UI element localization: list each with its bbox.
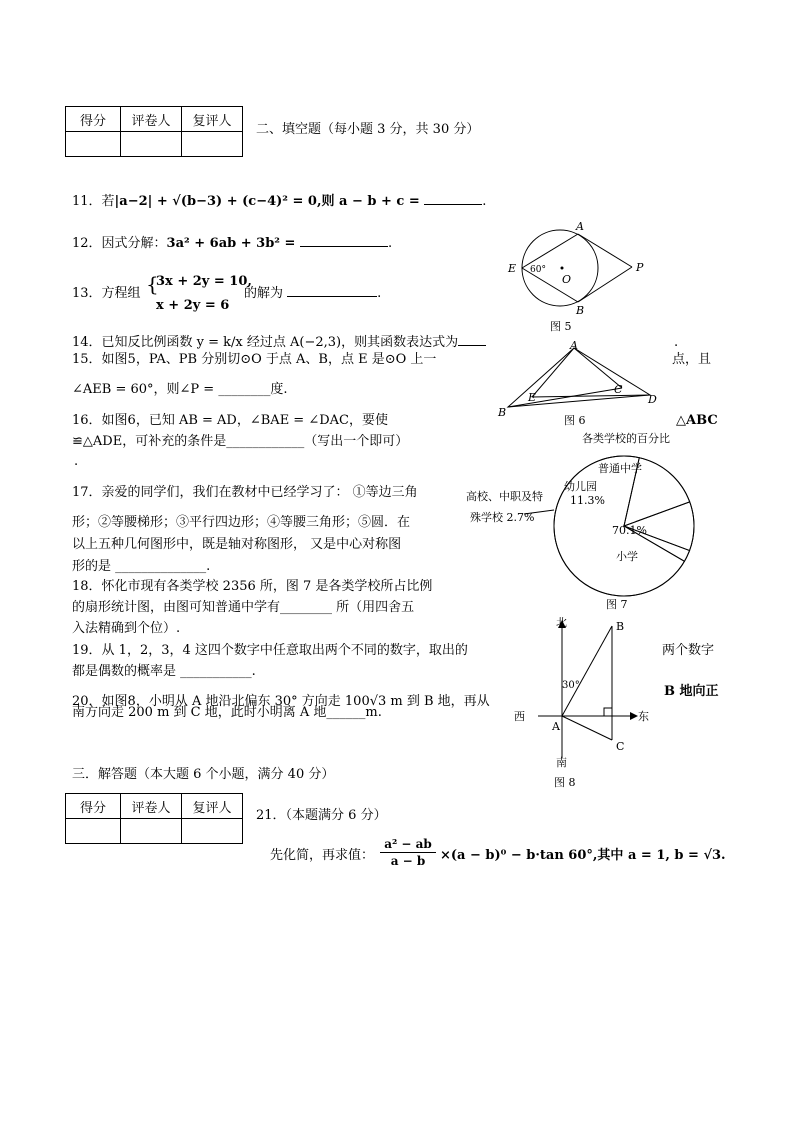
label-a: A [576,220,584,233]
reviewer-cell[interactable] [182,132,243,157]
east-arrow [630,712,638,720]
chart-title: 各类学校的百分比 [582,432,670,445]
question-11: 11．若|a−2| + √(b−3) + (c−4)² = 0,则 a − b + c = . [72,194,487,209]
label-gaoxiao-2: 殊学校 2.7% [470,511,535,524]
question-14-end: . [674,335,679,350]
question-13-prefix: 13．方程组 [72,286,141,301]
score-table-1 [65,106,243,157]
question-21-lead: 先化简，再求值： [270,848,375,863]
question-15-line2: ∠AEB = 60°，则∠P = ________度. [72,382,288,397]
figure-6 [494,338,664,430]
fraction-numerator: a² − ab [384,837,432,851]
caption-fig5: 图 5 [550,320,572,333]
question-18-line3: 入法精确到个位）. [72,621,181,636]
score-table-2 [65,793,243,844]
question-18-line1: 18．怀化市现有各类学校 2356 所，图 7 是各类学校所占比例 [72,579,433,594]
question-19-line1: 19．从 1，2，3，4 这四个数字中任意取出两个不同的数字，取出的 [72,643,468,658]
question-20-line1: 20．如图8，小明从 A 地沿北偏东 30° 方向走 100√3 m 到 B 地，再从 [72,694,490,709]
label-north: 北 [556,616,567,629]
answer-blank-13[interactable] [287,296,377,297]
question-21-rest: ×(a − b)⁰ − b·tan 60°,其中 a = 1, b = √3. [440,848,726,863]
grader-header: 评卷人 [121,107,182,132]
question-14: 14．已知反比例函数 y = k/x 经过点 A(−2,3)，则其函数表达式为 [72,333,486,353]
tangent-pb [578,267,632,302]
segment-ac [574,348,622,388]
answer-blank-12[interactable] [300,246,388,247]
grader-cell[interactable] [121,132,182,157]
label-d: D [648,393,657,406]
score-header: 得分 [66,107,121,132]
fraction-denominator: a − b [390,854,426,868]
section3-title: 三．解答题（本大题 6 个小题，满分 40 分） [72,767,335,782]
label-b: B [498,406,507,419]
label-xiaoxue-pct: 70.1% [612,524,647,537]
caption-fig7: 图 7 [606,598,628,611]
system-brace: { [146,272,159,296]
label-b: B [576,304,585,317]
chord-ea [522,234,578,268]
label-east: 东 [638,710,649,723]
question-19-line2: 都是偶数的概率是 ___________. [72,664,256,679]
grader-header: 评卷人 [121,794,182,819]
answer-blank-14[interactable] [458,345,486,346]
label-c: C [616,740,625,753]
label-p: P [636,261,644,274]
question-19-line1-tail: 两个数字 [662,643,715,658]
equation-1: 3x + 2y = 10, [156,274,252,289]
label-xiaoxue: 小学 [616,550,638,563]
label-west: 西 [514,710,525,723]
label-a: A [570,339,578,352]
question-13-tail: 的解为 . [244,286,382,301]
question-12: 12．因式分解：3a² + 6ab + 3b² = . [72,236,393,251]
score-cell[interactable] [66,819,121,844]
label-youeryuan-pct: 11.3% [570,494,605,507]
label-60: 60° [530,265,546,275]
question-17-line1: 17．亲爱的同学们，我们在教材中已经学习了： ①等边三角 [72,485,418,500]
reviewer-cell[interactable] [182,819,243,844]
label-a: A [552,720,560,733]
segment-ab [562,626,612,716]
section2-title: 二、填空题（每小题 3 分，共 30 分） [256,122,480,137]
label-b: B [616,620,625,633]
question-17-line4: 形的是 ______________. [72,559,211,574]
reviewer-header: 复评人 [182,107,243,132]
segment-ac [562,716,612,740]
question-16-line3: . [74,454,79,469]
center-dot [561,267,564,270]
label-putong-zhongxue: 普通中学 [598,462,642,475]
question-20-line1-tail: B 地向正 [664,684,719,699]
label-e: E [528,391,537,404]
question-20-line2: 南方向走 200 m 到 C 地，此时小明离 A 地______m. [72,705,382,720]
figure-5 [500,218,660,334]
question-15-line1: 15．如图5，PA、PB 分别切⊙O 于点 A、B，点 E 是⊙O 上一 [72,352,437,367]
equation-2: x + 2y = 6 [156,298,230,313]
caption-fig8: 图 8 [554,776,576,789]
question-17-line2: 形；②等腰梯形；③平行四边形；④等腰三角形；⑤圆．在 [72,515,411,530]
fraction [380,836,436,869]
label-gaoxiao-1: 高校、中职及特 [466,490,543,503]
segment-bc [508,388,622,407]
question-18-line2: 的扇形统计图，由图可知普通中学有________ 所（用四舍五 [72,600,415,615]
label-o: O [562,273,572,286]
segment-ae [532,348,574,397]
reviewer-header: 复评人 [182,794,243,819]
score-header: 得分 [66,794,121,819]
figure-8 [508,612,656,796]
label-c: C [614,383,623,396]
question-15-line1-tail: 点，且 [672,352,712,367]
label-30: 30° [562,680,580,691]
caption-fig6: 图 6 [564,414,586,427]
answer-blank-11[interactable] [424,204,482,205]
question-17-line3: 以上五种几何图形中，既是轴对称图形， 又是中心对称图 [72,537,402,552]
label-youeryuan: 幼儿园 [564,480,597,493]
question-21-title: 21．（本题满分 6 分） [256,808,387,823]
tangent-pa [578,234,632,267]
label-south: 南 [556,756,567,769]
question-16-line2: ≌△ADE，可补充的条件是____________（写出一个即可） [72,434,409,449]
figure-7 [462,428,698,612]
grader-cell[interactable] [121,819,182,844]
question-16-line1: 16．如图6，已知 AB = AD，∠BAE = ∠DAC，要使 [72,413,388,428]
question-16-line1-tail: △ABC [676,413,718,428]
score-cell[interactable] [66,132,121,157]
right-angle-mark [604,708,612,716]
label-e: E [508,262,517,275]
